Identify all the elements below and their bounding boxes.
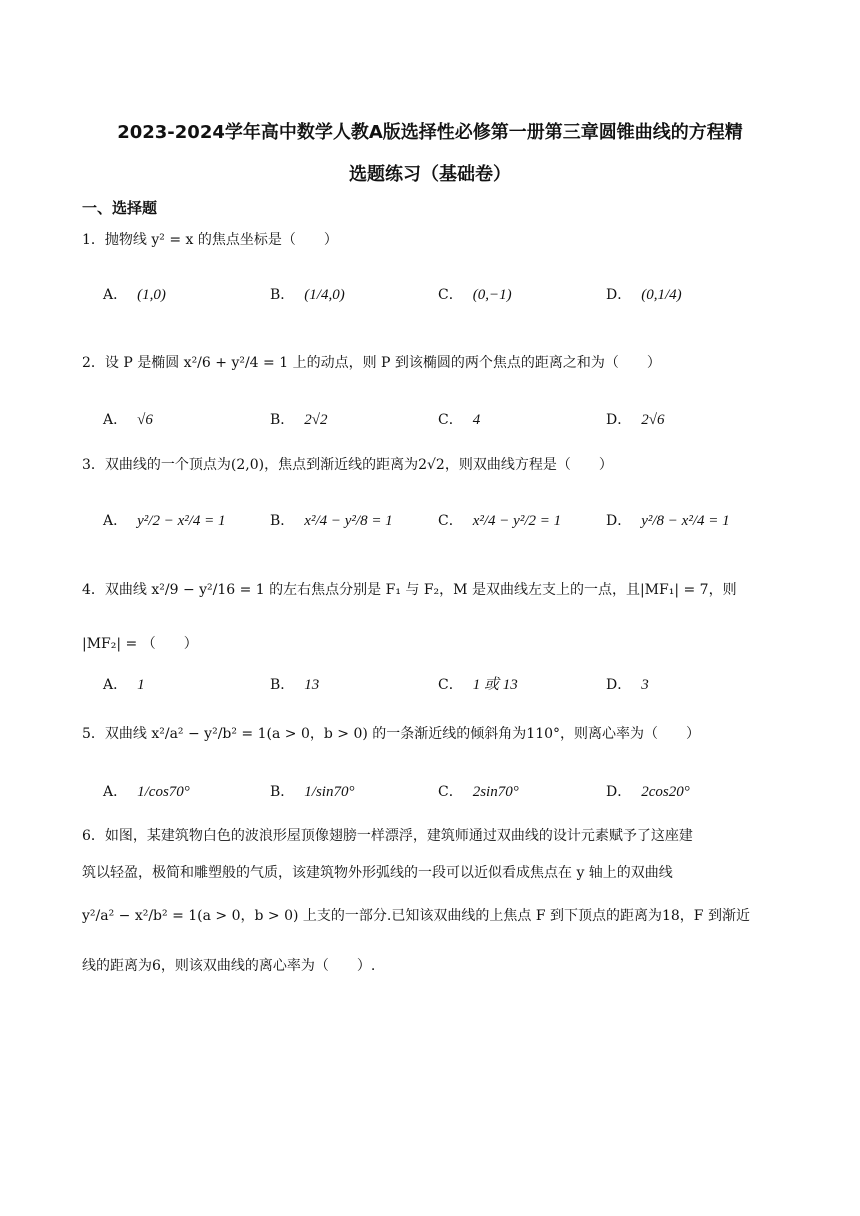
question-4-stem-line-2: |MF₂| = （ ） xyxy=(82,636,198,652)
question-3-stem: 3．双曲线的一个顶点为(2,0)，焦点到渐近线的距离为2√2，则双曲线方程是（ ） xyxy=(82,457,613,473)
q2-option-d[interactable]: D． 2√6 xyxy=(606,412,665,428)
q3-option-c[interactable]: C． x²/4 − y²/2 = 1 xyxy=(438,513,562,529)
q4-option-d[interactable]: D． 3 xyxy=(606,677,649,693)
q2-option-a[interactable]: A． √6 xyxy=(103,412,153,428)
question-6-line-4: 线的距离为6，则该双曲线的离心率为（ ）. xyxy=(82,958,376,974)
q2-option-c[interactable]: C． 4 xyxy=(438,412,481,428)
q3-option-d[interactable]: D． y²/8 − x²/4 = 1 xyxy=(606,513,730,529)
question-2-stem: 2．设 P 是椭圆 x²/6 + y²/4 = 1 上的动点，则 P 到该椭圆的两个焦点的距离之和为（ ） xyxy=(82,355,661,371)
q5-option-c[interactable]: C． 2sin70° xyxy=(438,784,519,800)
q4-option-c[interactable]: C． 1 或 13 xyxy=(438,677,518,693)
question-6-line-3: y²/a² − x²/b² = 1(a > 0，b > 0) 上支的一部分.已知该双曲线的上焦点 F 到下顶点的距离为18，F 到渐近 xyxy=(82,908,750,924)
q5-option-a[interactable]: A． 1/cos70° xyxy=(103,784,190,800)
q1-option-c[interactable]: C． (0,−1) xyxy=(438,287,512,303)
question-5-stem: 5．双曲线 x²/a² − y²/b² = 1(a > 0，b > 0) 的一条渐近线的倾斜角为110°，则离心率为（ ） xyxy=(82,726,701,742)
question-4-stem: 4．双曲线 x²/9 − y²/16 = 1 的左右焦点分别是 F₁ 与 F₂，M 是双曲线左支上的一点，且|MF₁| = 7，则 xyxy=(82,582,737,598)
q1-option-a[interactable]: A． (1,0) xyxy=(103,287,166,303)
q1-option-b[interactable]: B． (1/4,0) xyxy=(270,287,345,303)
title-line-2: 选题练习（基础卷） xyxy=(349,164,511,185)
question-1-stem: 1．抛物线 y² = x 的焦点坐标是（ ） xyxy=(82,232,338,248)
q5-option-b[interactable]: B． 1/sin70° xyxy=(270,784,355,800)
q5-option-d[interactable]: D． 2cos20° xyxy=(606,784,690,800)
q3-option-b[interactable]: B． x²/4 − y²/8 = 1 xyxy=(270,513,393,529)
title-line-1: 2023-2024学年高中数学人教A版选择性必修第一册第三章圆锥曲线的方程精 xyxy=(117,122,743,143)
section-heading: 一、选择题 xyxy=(82,199,158,217)
question-6-line-1: 6．如图，某建筑物白色的波浪形屋顶像翅膀一样漂浮，建筑师通过双曲线的设计元素赋予了这座建 xyxy=(82,828,693,844)
q3-option-a[interactable]: A． y²/2 − x²/4 = 1 xyxy=(103,513,226,529)
q1-option-d[interactable]: D． (0,1/4) xyxy=(606,287,682,303)
q2-option-b[interactable]: B． 2√2 xyxy=(270,412,328,428)
question-6-line-2: 筑以轻盈，极简和雕塑般的气质，该建筑物外形弧线的一段可以近似看成焦点在 y 轴上的双曲线 xyxy=(82,865,673,881)
q4-option-b[interactable]: B． 13 xyxy=(270,677,320,693)
q4-option-a[interactable]: A． 1 xyxy=(103,677,145,693)
